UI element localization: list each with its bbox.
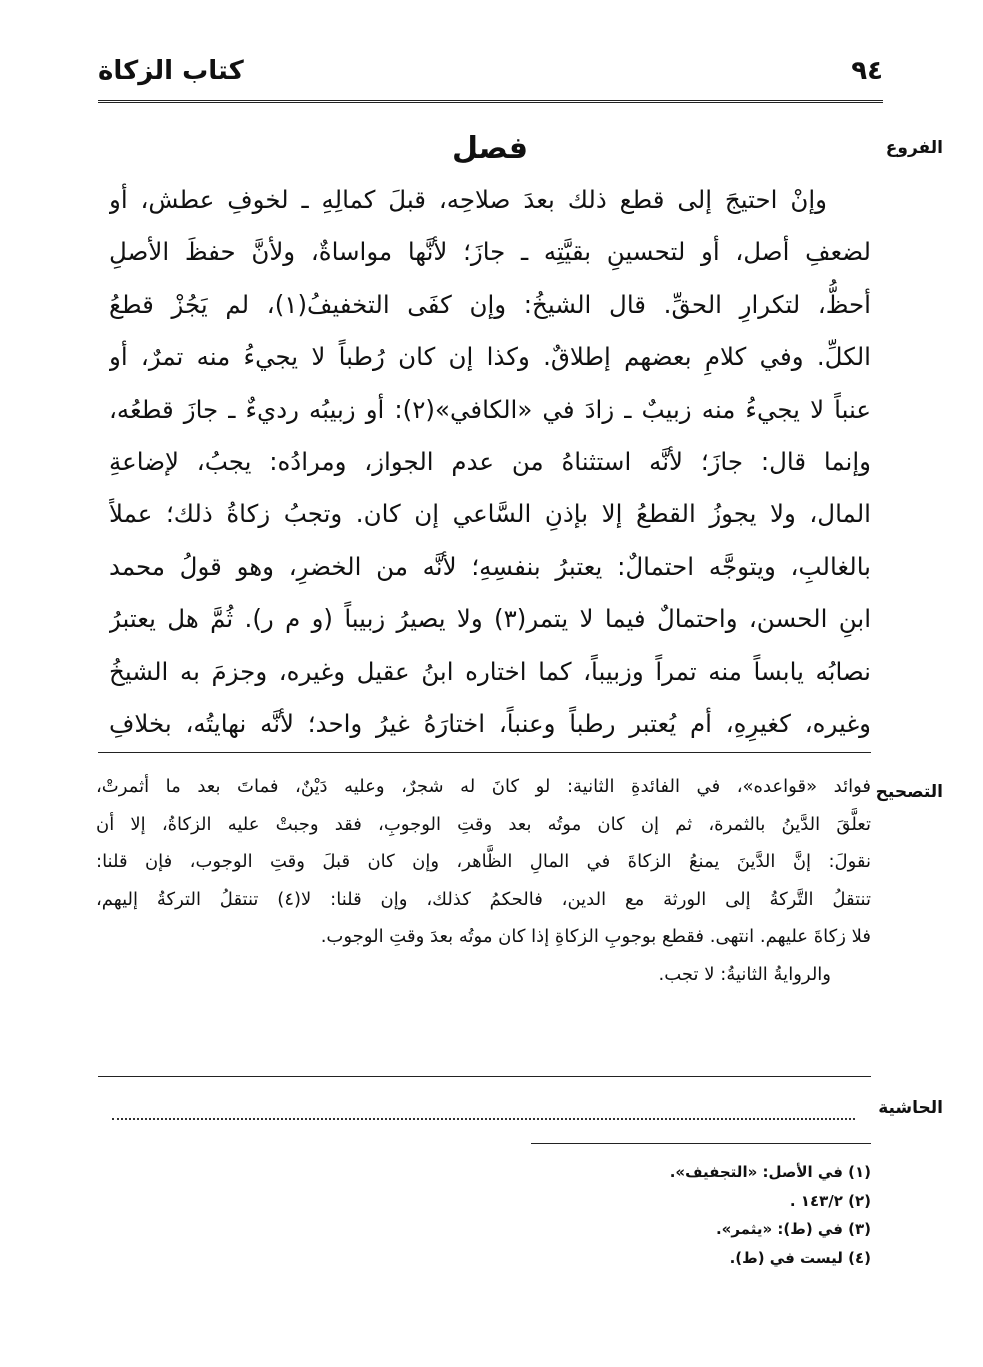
footnote: (١) في الأصل: «التجفيف».	[669, 1163, 871, 1181]
main-text-line: أحظُّ، لتكرارِ الحقِّ. قال الشيخُ: وإن كفَى التخفيفُ(١)، لم يَجُزْ قطعُ	[109, 289, 871, 319]
footnote: (٢) ١٤٣/٢ .	[789, 1191, 871, 1210]
main-text-line: عنباً لا يجيءُ منه زبيبٌ ـ زادَ في «الكافي»(٢): أو زبيبُه رديءٌ ـ جازَ قطعُه،	[109, 394, 871, 424]
side-label-hashiya: الحاشية	[878, 1098, 943, 1118]
main-text-line: وغيره، كغيرِهِ، أم يُعتبر رطباً وعنباً، اختارَهُ غيرُ واحد؛ لأنَّه نهايتُه، بخلافِ	[109, 708, 871, 738]
main-text-line: بالغالبِ، ويتوجَّه احتمالٌ: يعتبرُ بنفسِهِ؛ لأنَّه من الخضرِ، وهو قولُ محمد	[109, 551, 871, 581]
main-text-line: نصابُه يابساً منه تمراً وزبيباً، كما اختاره ابنُ عقيل وغيره، وجزمَ به الشيخُ	[109, 656, 871, 686]
tashih-text-line: تنتقلُ التَّركةُ إلى الورثة مع الدين، فالحكمُ كذلك، وإن قلنا: لا(٤) تنتقلُ التركةُ إليهم،	[96, 888, 871, 910]
tashih-text	[96, 768, 871, 994]
side-label-tashih: التصحيح	[875, 782, 943, 802]
tashih-text-line: فلا زكاةَ عليهم. انتهى. فقطع بوجوبِ الزكاةِ إذا كان موتُه بعدَ وقتِ الوجوب.	[320, 926, 871, 948]
footnote: (٤) ليست في (ط).	[729, 1248, 871, 1267]
book-title: كتاب الزكاة	[98, 56, 244, 86]
main-text-line: ابنِ الحسن، واحتمالٌ فيما لا يتمر(٣) ولا يصيرُ زبيباً (و م ر). ثُمَّ هل يعتبرُ	[109, 604, 871, 634]
main-text	[109, 124, 871, 750]
footnote-rule	[531, 1143, 871, 1144]
running-header	[98, 44, 883, 103]
main-text-line: الكلِّ. وفي كلامِ بعضهم إطلاقٌ. وكذا إن كان رُطباً لا يجيءُ منه تمرٌ، أو	[109, 342, 871, 372]
page-number: ٩٤	[851, 56, 883, 86]
section-heading: فصل	[452, 131, 528, 166]
section-divider	[98, 1076, 871, 1077]
footnotes	[371, 1158, 871, 1272]
main-text-line: وإنْ احتيجَ إلى قطع ذلك بعدَ صلاحِه، قبلَ كمالِهِ ـ لخوفِ عطش، أو	[109, 185, 827, 214]
tashih-text-line: فوائد «قواعده»، في الفائدةِ الثانية: لو كانَ له شجرٌ، وعليه دَيْنٌ، فماتَ بعد ما أثمرتْ،	[96, 776, 871, 797]
main-text-line: المال، ولا يجوزُ القطعُ إلا بإذنِ السَّاعي إن كان. وتجبُ زكاةُ ذلك؛ عملاً	[109, 499, 871, 529]
tashih-text-line: والروايةُ الثانيةُ: لا تجب.	[658, 963, 831, 985]
footnote: (٣) في (ط): «يثمر».	[715, 1220, 871, 1238]
tashih-text-line: نقولَ: إنَّ الدَّينَ يمنعُ الزكاةَ في المالِ الظَّاهر، وإن كان قبلَ وقتِ الوجوب، فإن قلنا:	[96, 851, 871, 873]
main-text-line: لضعفِ أصل، أو لتحسينِ بقيَّتِه ـ جازَ؛ لأنَّها مواساةٌ، ولأنَّ حفظَ الأصلِ	[109, 237, 871, 267]
hashiya-dotted-line	[112, 1118, 855, 1120]
side-label-furu: الفروع	[885, 138, 943, 158]
tashih-text-line: تعلَّقَ الدَّينُ بالثمرة، ثم إن كان موتُه بعد وقتِ الوجوبِ، فقد وجبتْ عليه الزكاةُ، إلا أن	[96, 813, 871, 835]
section-divider	[98, 752, 871, 753]
main-text-line: وإنما قال: جازَ؛ لأنَّه استثناهُ من عدم الجواز، ومرادُه: يجبُ، لإضاعةِ	[109, 446, 871, 476]
